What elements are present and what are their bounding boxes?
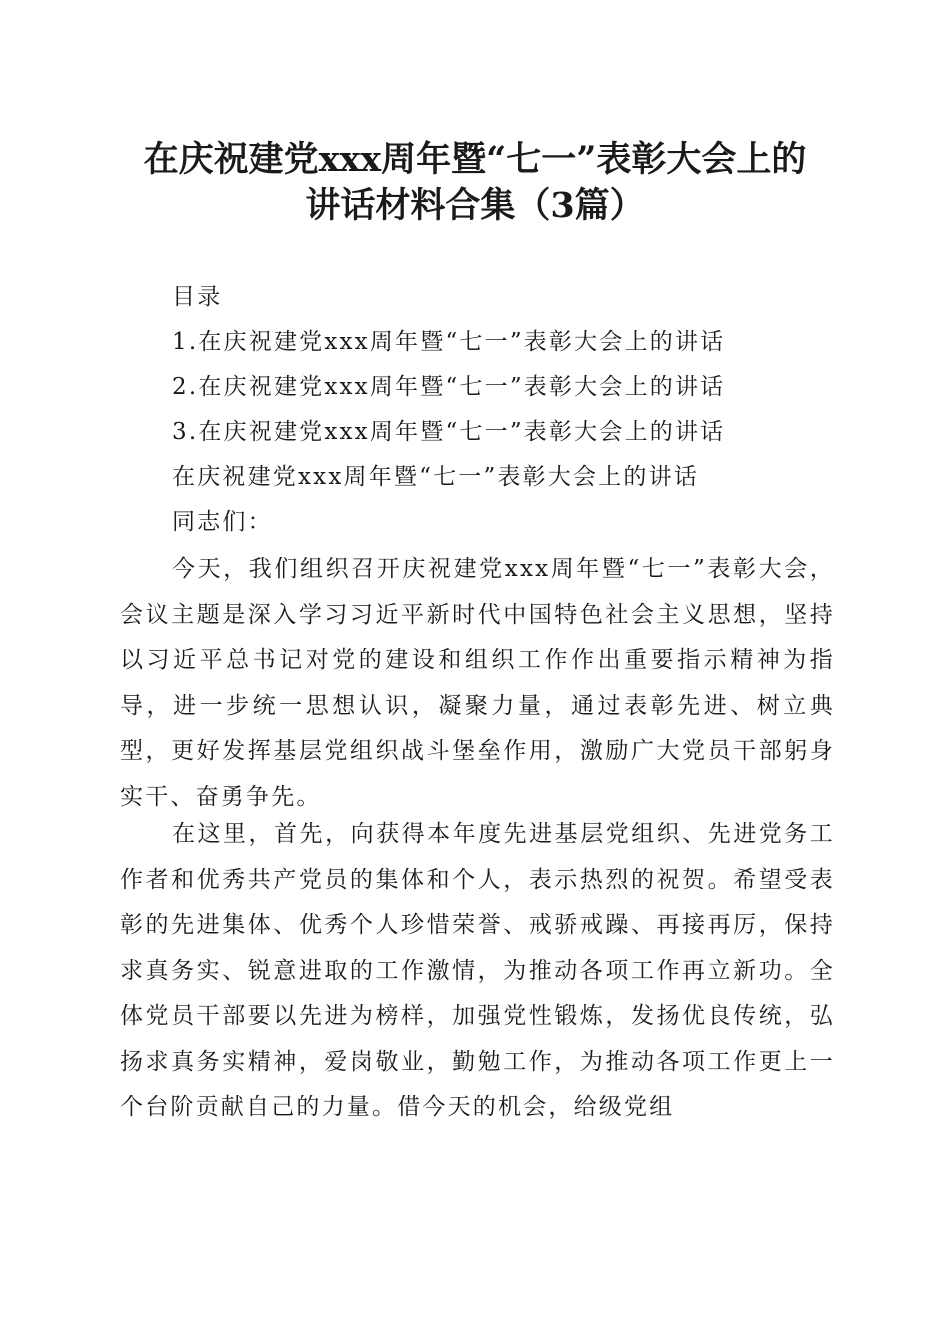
toc-item-1: 1.在庆祝建党xxx周年暨“七一”表彰大会上的讲话 [172,329,726,355]
document-title-line-2: 讲话材料合集（3篇） [305,185,645,226]
document-title-line-1: 在庆祝建党xxx周年暨“七一”表彰大会上的 [143,139,807,180]
section-title: 在庆祝建党xxx周年暨“七一”表彰大会上的讲话 [172,464,700,490]
salutation: 同志们： [172,509,273,535]
body-paragraph-2: 在这里，首先，向获得本年度先进基层党组织、先进党务工作者和优秀共产党员的集体和个人，表示热烈的祝贺。希望受表彰的先进集体、优秀个人珍惜荣誉、戒骄戒躁、再接再厉，保持求真务实、锐意进取的工作激情，为推动各项工作再立新功。全体党员干部要以先进为榜样，加强党性锻炼，发扬优良传统，弘扬求真务实精神，爱岗敬业，勤勉工作，为推动各项工作更上一个台阶贡献自己的力量。借今天的机会，给级党组 [120,821,835,1120]
body-paragraph-1: 今天，我们组织召开庆祝建党xxx周年暨“七一”表彰大会，会议主题是深入学习习近平新时代中国特色社会主义思想，坚持以习近平总书记对党的建设和组织工作作出重要指示精神为指导，进一步统一思想认识，凝聚力量，通过表彰先进、树立典型，更好发挥基层党组织战斗堡垒作用，激励广大党员干部躬身实干、奋勇争先。 [120,556,835,810]
toc-item-2: 2.在庆祝建党xxx周年暨“七一”表彰大会上的讲话 [172,374,726,400]
toc-item-3: 3.在庆祝建党xxx周年暨“七一”表彰大会上的讲话 [172,419,726,445]
toc-heading: 目录 [172,284,223,310]
